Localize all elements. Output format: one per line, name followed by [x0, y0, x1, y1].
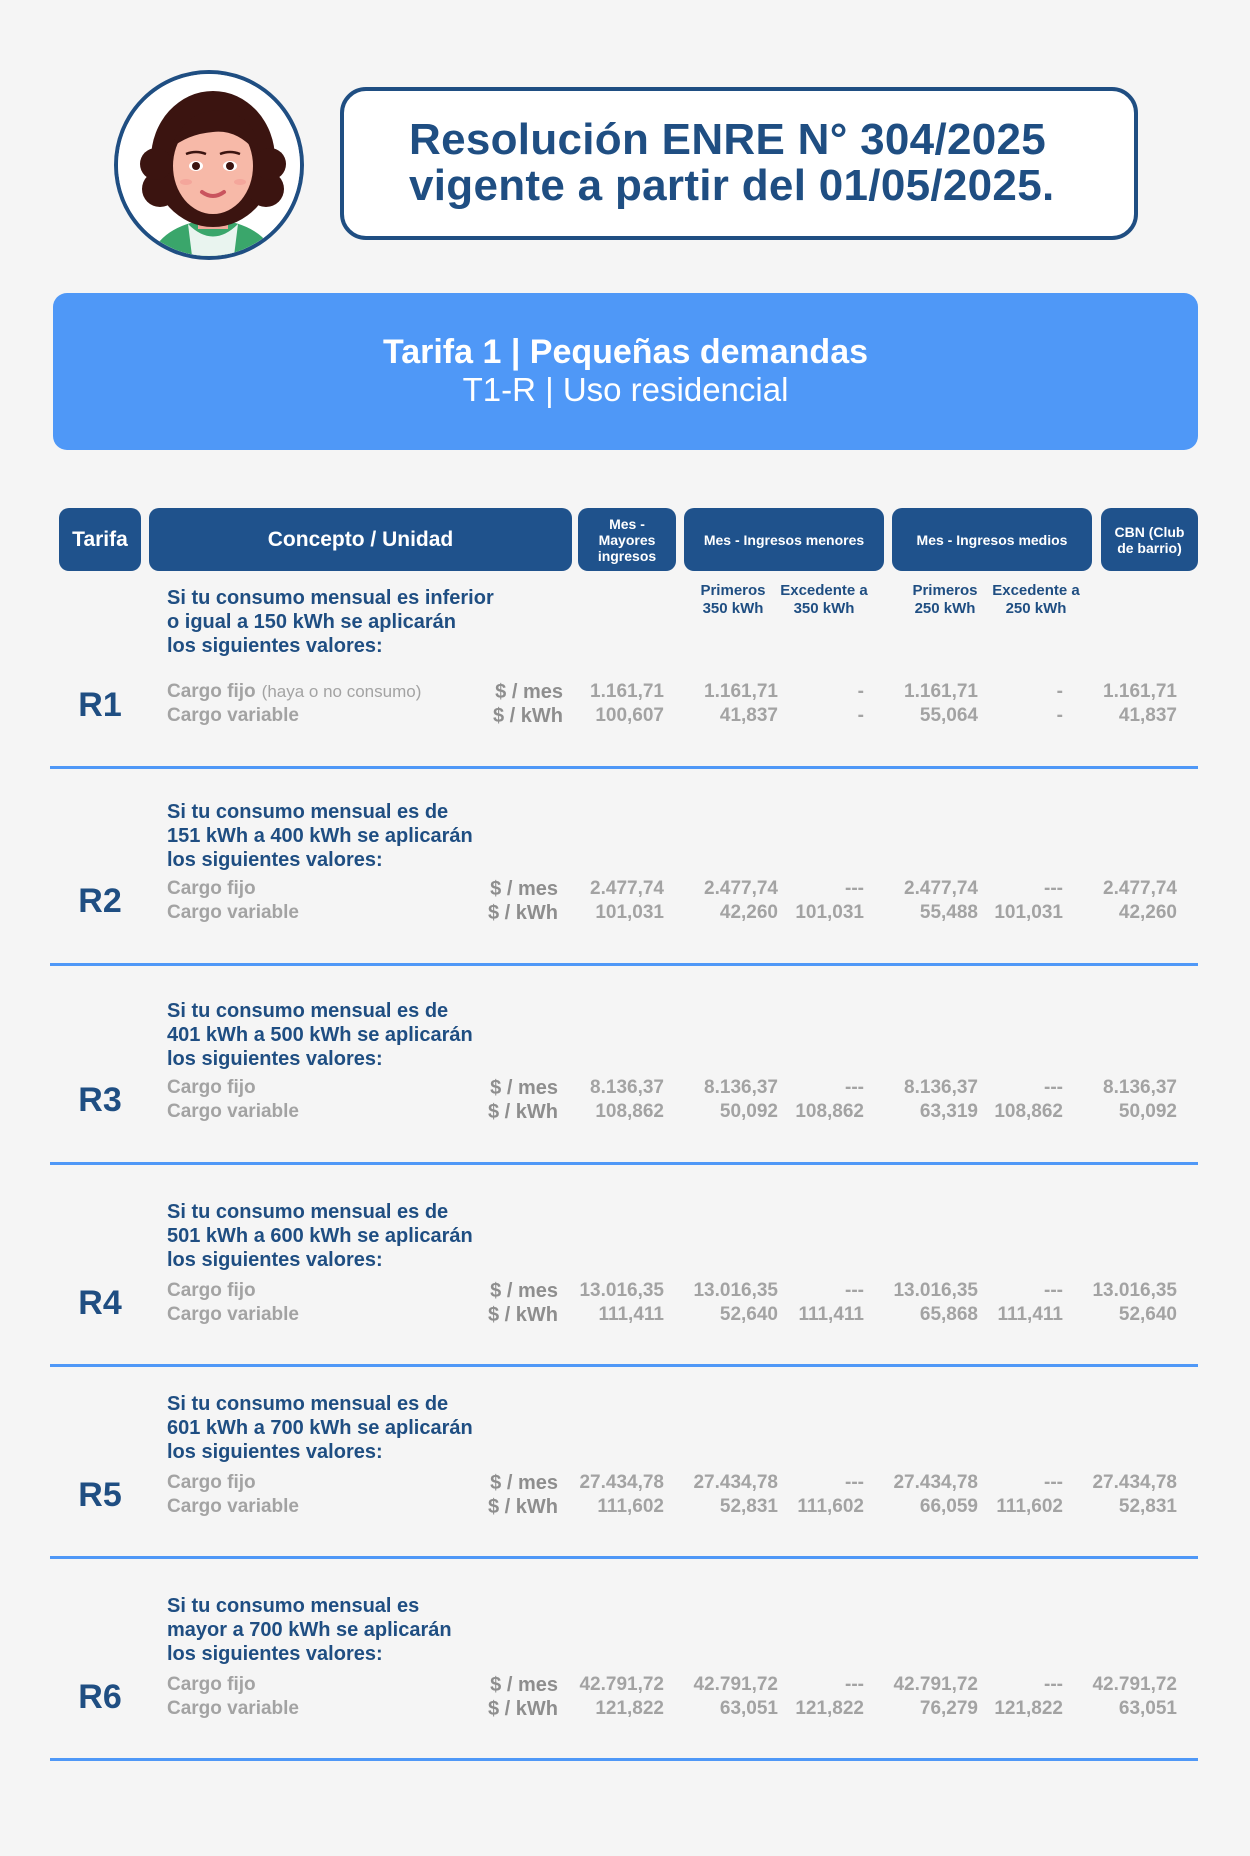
column-header-medios: Mes - Ingresos medios [892, 508, 1092, 571]
cargo-fijo-label [167, 1472, 256, 1494]
cargo-variable-label: Cargo variable [167, 1496, 299, 1517]
value-cell: 100,607 [595, 705, 664, 726]
value-cell: 2.477,74 [1103, 878, 1177, 899]
value-cell: 108,862 [795, 1101, 864, 1122]
section-description [167, 586, 494, 658]
description-line: los siguientes valores: [167, 849, 383, 871]
value-cell: 108,862 [994, 1101, 1063, 1122]
cargo-variable-label: Cargo variable [167, 1101, 299, 1122]
cargo-fijo-text: Cargo fijo [167, 681, 256, 702]
description-line: los siguientes valores: [167, 1249, 383, 1271]
value-cell: 8.136,37 [904, 1077, 978, 1098]
section-description [167, 800, 473, 872]
value-cell: 1.161,71 [590, 681, 664, 702]
value-cell: 121,822 [595, 1698, 664, 1719]
unit-fixed: $ / mes [490, 1280, 558, 1302]
value-cell: 111,411 [997, 1304, 1063, 1325]
banner-title: Tarifa 1 | Pequeñas demandas [382, 333, 869, 371]
tariff-banner [53, 293, 1198, 450]
tariff-code-r6: R6 [78, 1678, 122, 1716]
value-cell: 111,602 [797, 1496, 864, 1517]
cargo-fijo-label [167, 1280, 256, 1302]
value-cell: 52,831 [1118, 1496, 1177, 1517]
description-line: 401 kWh a 500 kWh se aplicarán [167, 1024, 473, 1046]
subheader-menores-excedente: Excedente a 350 kWh [780, 582, 868, 617]
unit-variable: $ / kWh [487, 902, 558, 924]
value-cell: 41,837 [719, 705, 778, 726]
section-divider [50, 1364, 1198, 1367]
column-header-cbn [1101, 508, 1198, 571]
unit-fixed: $ / mes [490, 878, 558, 900]
woman-avatar-icon [114, 70, 304, 260]
description-line: Si tu consumo mensual es [167, 1595, 420, 1617]
value-cell: 101,031 [595, 902, 664, 923]
value-cell: 27.434,78 [579, 1472, 664, 1493]
value-cell: 8.136,37 [590, 1077, 664, 1098]
value-cell: 76,279 [919, 1698, 978, 1719]
section-description [167, 1392, 473, 1464]
value-cell: 13.016,35 [893, 1280, 978, 1301]
value-cell: --- [1044, 1472, 1063, 1493]
unit-fixed: $ / mes [490, 1674, 558, 1696]
description-line: Si tu consumo mensual es de [167, 1393, 449, 1415]
unit-variable: $ / kWh [492, 705, 563, 727]
description-line: los siguientes valores: [167, 1643, 383, 1665]
value-cell: 2.477,74 [590, 878, 664, 899]
description-line: 601 kWh a 700 kWh se aplicarán [167, 1417, 473, 1439]
value-cell: 27.434,78 [893, 1472, 978, 1493]
value-cell: 42,260 [1118, 902, 1177, 923]
value-cell: 27.434,78 [1092, 1472, 1177, 1493]
value-cell: - [857, 681, 864, 702]
cargo-fijo-text: Cargo fijo [167, 878, 256, 899]
section-description [167, 1200, 473, 1272]
value-cell: 55,064 [919, 705, 978, 726]
unit-variable: $ / kWh [487, 1698, 558, 1720]
value-cell: --- [845, 1472, 864, 1493]
column-header-concepto: Concepto / Unidad [149, 508, 572, 571]
value-cell: 121,822 [994, 1698, 1063, 1719]
unit-variable: $ / kWh [487, 1101, 558, 1123]
value-cell: - [857, 705, 864, 726]
tariff-code-r4: R4 [78, 1284, 122, 1322]
value-cell: 50,092 [719, 1101, 778, 1122]
value-cell: 111,411 [798, 1304, 864, 1325]
cargo-fijo-label [167, 1077, 256, 1099]
value-cell: - [1056, 681, 1063, 702]
cargo-fijo-text: Cargo fijo [167, 1077, 256, 1098]
tariff-code-r1: R1 [78, 686, 122, 724]
value-cell: 111,411 [598, 1304, 664, 1325]
value-cell: 111,602 [996, 1496, 1063, 1517]
value-cell: 42,260 [719, 902, 778, 923]
column-header-cbn-label: CBN (Club de barrio) [1114, 523, 1185, 556]
unit-fixed: $ / mes [490, 1077, 558, 1099]
value-cell: 1.161,71 [704, 681, 778, 702]
value-cell: 1.161,71 [1103, 681, 1177, 702]
value-cell: 42.791,72 [1092, 1674, 1177, 1695]
banner-subtitle: T1-R | Uso residencial [462, 371, 789, 408]
value-cell: 1.161,71 [904, 681, 978, 702]
value-cell: --- [845, 1674, 864, 1695]
column-header-mayores [578, 508, 676, 571]
unit-variable: $ / kWh [487, 1304, 558, 1326]
cargo-fijo-text: Cargo fijo [167, 1472, 256, 1493]
description-line: los siguientes valores: [167, 1048, 383, 1070]
column-header-menores: Mes - Ingresos menores [684, 508, 884, 571]
value-cell: 41,837 [1118, 705, 1177, 726]
tariff-code-r2: R2 [78, 882, 122, 920]
description-line: los siguientes valores: [167, 1441, 383, 1463]
cargo-fijo-label [167, 878, 256, 900]
value-cell: 63,319 [919, 1101, 978, 1122]
value-cell: 13.016,35 [579, 1280, 664, 1301]
value-cell: --- [845, 878, 864, 899]
value-cell: 108,862 [595, 1101, 664, 1122]
subheader-medios-primeros: Primeros 250 kWh [912, 582, 978, 617]
value-cell: 52,640 [719, 1304, 778, 1325]
section-divider [50, 1162, 1198, 1165]
value-cell: 2.477,74 [704, 878, 778, 899]
value-cell: --- [845, 1077, 864, 1098]
value-cell: 8.136,37 [704, 1077, 778, 1098]
description-line: mayor a 700 kWh se aplicarán [167, 1619, 452, 1641]
section-divider [50, 1758, 1198, 1761]
value-cell: 121,822 [795, 1698, 864, 1719]
description-line: Si tu consumo mensual es de [167, 1000, 449, 1022]
page-title [409, 117, 1055, 209]
value-cell: 63,051 [1118, 1698, 1177, 1719]
tariff-code-r5: R5 [78, 1476, 122, 1514]
value-cell: 101,031 [795, 902, 864, 923]
cargo-variable-label: Cargo variable [167, 1698, 299, 1719]
value-cell: 42.791,72 [693, 1674, 778, 1695]
description-line: Si tu consumo mensual es de [167, 801, 449, 823]
unit-fixed: $ / mes [495, 681, 563, 703]
title-line-1: Resolución ENRE N° 304/2025 [409, 115, 1047, 164]
section-description [167, 999, 473, 1071]
value-cell: 13.016,35 [693, 1280, 778, 1301]
subheader-medios-excedente: Excedente a 250 kWh [992, 582, 1080, 617]
description-line: Si tu consumo mensual es de [167, 1201, 449, 1223]
section-divider [50, 766, 1198, 769]
value-cell: --- [1044, 1077, 1063, 1098]
value-cell: --- [1044, 878, 1063, 899]
speech-bubble [340, 87, 1138, 240]
cargo-fijo-label [167, 681, 421, 703]
cargo-variable-label: Cargo variable [167, 705, 299, 726]
value-cell: 66,059 [919, 1496, 978, 1517]
value-cell: - [1056, 705, 1063, 726]
value-cell: 42.791,72 [579, 1674, 664, 1695]
value-cell: 50,092 [1118, 1101, 1177, 1122]
cargo-variable-label: Cargo variable [167, 1304, 299, 1325]
cargo-fijo-label [167, 1674, 256, 1696]
subheader-menores-primeros: Primeros 350 kWh [700, 582, 766, 617]
value-cell: 52,831 [719, 1496, 778, 1517]
description-line: o igual a 150 kWh se aplicarán [167, 611, 457, 633]
section-divider [50, 963, 1198, 966]
title-line-2: vigente a partir del 01/05/2025. [409, 161, 1055, 210]
value-cell: --- [845, 1280, 864, 1301]
value-cell: 65,868 [919, 1304, 978, 1325]
cargo-fijo-text: Cargo fijo [167, 1674, 256, 1695]
column-header-mayores-label: Mes - Mayores ingresos [597, 515, 657, 564]
value-cell: 63,051 [719, 1698, 778, 1719]
value-cell: 111,602 [597, 1496, 664, 1517]
description-line: 501 kWh a 600 kWh se aplicarán [167, 1225, 473, 1247]
value-cell: 27.434,78 [693, 1472, 778, 1493]
value-cell: 13.016,35 [1092, 1280, 1177, 1301]
cargo-fijo-text: Cargo fijo [167, 1280, 256, 1301]
description-line: Si tu consumo mensual es inferior [167, 587, 494, 609]
value-cell: 8.136,37 [1103, 1077, 1177, 1098]
cargo-variable-label: Cargo variable [167, 902, 299, 923]
unit-variable: $ / kWh [487, 1496, 558, 1518]
tariff-code-r3: R3 [78, 1081, 122, 1119]
unit-fixed: $ / mes [490, 1472, 558, 1494]
section-divider [50, 1556, 1198, 1559]
value-cell: --- [1044, 1280, 1063, 1301]
value-cell: 2.477,74 [904, 878, 978, 899]
value-cell: 101,031 [994, 902, 1063, 923]
description-line: 151 kWh a 400 kWh se aplicarán [167, 825, 473, 847]
description-line: los siguientes valores: [167, 635, 383, 657]
section-description [167, 1594, 452, 1666]
value-cell: 42.791,72 [893, 1674, 978, 1695]
cargo-fijo-note: (haya o no consumo) [261, 682, 422, 701]
value-cell: 52,640 [1118, 1304, 1177, 1325]
value-cell: --- [1044, 1674, 1063, 1695]
column-header-tarifa: Tarifa [59, 508, 141, 571]
value-cell: 55,488 [919, 902, 978, 923]
